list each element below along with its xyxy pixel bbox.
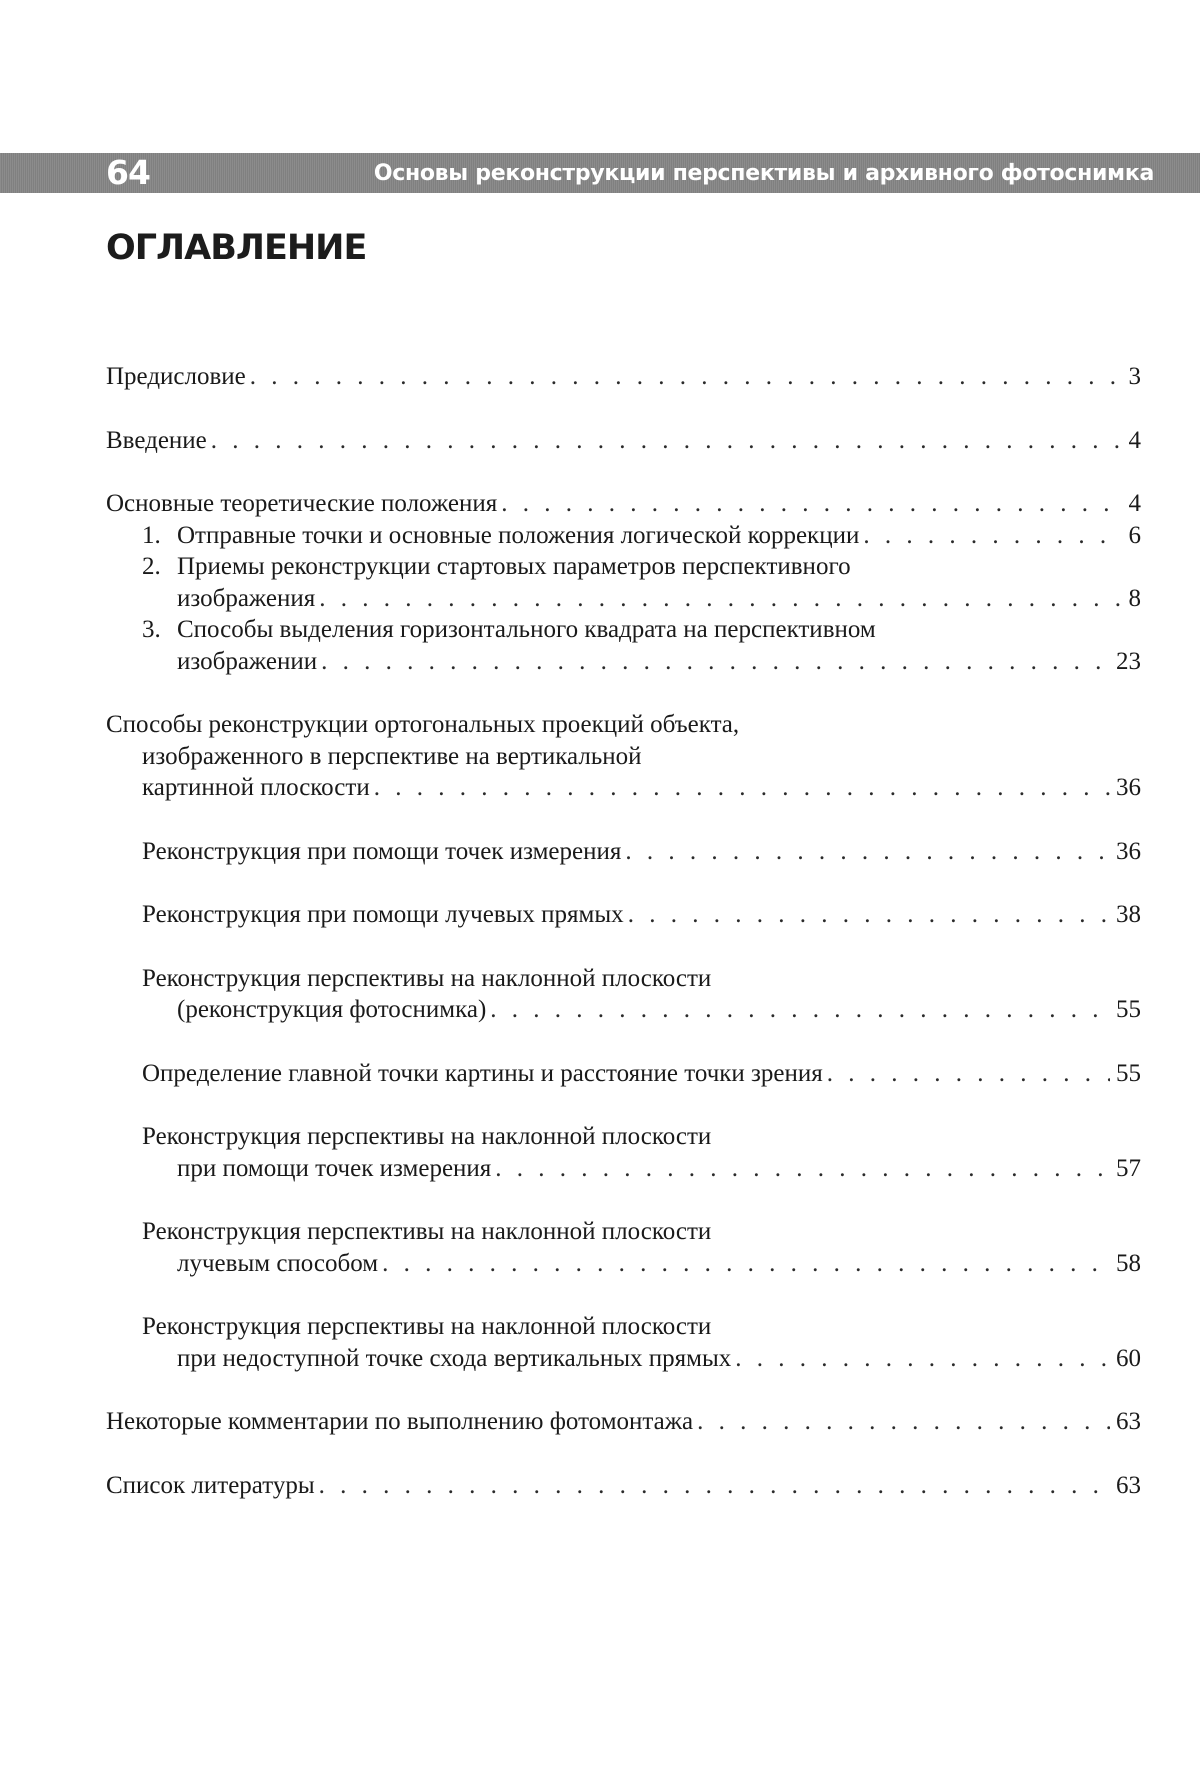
- dot-leader: [495, 1153, 1110, 1185]
- toc-entry-title-line2: при помощи точек измерения: [177, 1154, 492, 1182]
- toc-entry-title-line1: Реконструкция перспективы на наклонной плоскости: [142, 964, 712, 992]
- toc-entry-title-line1: Способы реконструкции ортогональных проекций объекта,: [106, 711, 740, 738]
- toc-entry-measure-points[interactable]: [106, 836, 1141, 868]
- toc-entry-page: 38: [1116, 901, 1141, 928]
- toc-entry-title: Некоторые комментарии по выполнению фотомонтажа: [106, 1408, 694, 1435]
- toc-entry-intro[interactable]: [106, 425, 1141, 457]
- toc-entry-basics[interactable]: [106, 488, 1141, 520]
- toc-entry-page: 6: [1128, 521, 1141, 549]
- toc-entry-title-line2: лучевым способом: [177, 1249, 379, 1277]
- dot-leader: [321, 646, 1110, 678]
- toc-entry-page: 63: [1116, 1471, 1141, 1499]
- toc-entry-title-line1: Реконструкция перспективы на наклонной плоскости: [142, 1218, 712, 1245]
- toc-entry-title-line2: изображенного в перспективе на вертикальной: [142, 742, 642, 770]
- toc-entry-title: Основные теоретические положения: [106, 490, 498, 517]
- toc-entry-number: 2.: [142, 553, 161, 580]
- toc-entry-title: Реконструкция при помощи лучевых прямых: [142, 901, 624, 928]
- toc-entry-number: 3.: [142, 616, 161, 643]
- toc-entry-page: 55: [1116, 1059, 1141, 1087]
- toc-entry-title-line1: Приемы реконструкции стартовых параметров перспективного: [177, 553, 851, 580]
- toc-entry-title-line1: Способы выделения горизонтального квадрата на перспективном: [177, 616, 876, 643]
- toc-entry-ortho[interactable]: [106, 709, 1141, 804]
- dot-leader: [319, 1470, 1110, 1502]
- toc-entry-basics-3[interactable]: [106, 614, 1141, 677]
- toc-entry-title-line2: (реконструкция фотоснимка): [177, 996, 487, 1023]
- toc-entry-title-line2: изображения: [177, 584, 316, 612]
- toc-entry-inclined-photo[interactable]: [106, 963, 1141, 1026]
- running-header: [0, 153, 1200, 193]
- dot-leader: [827, 1058, 1110, 1090]
- dot-leader: [319, 583, 1122, 615]
- dot-leader: [490, 994, 1110, 1026]
- toc-entry-inclined-inaccessible[interactable]: [106, 1311, 1141, 1374]
- toc-entry-number: 1.: [142, 521, 161, 549]
- dot-leader: [374, 772, 1110, 804]
- toc-entry-page: 58: [1116, 1249, 1141, 1277]
- toc-entry-inclined-ray[interactable]: [106, 1216, 1141, 1279]
- page-number: 64: [106, 153, 150, 192]
- dot-leader: [863, 520, 1122, 552]
- toc-entry-page: 55: [1116, 996, 1141, 1023]
- dot-leader: [211, 425, 1123, 457]
- toc-entry-title: Предисловие: [106, 363, 246, 390]
- toc-entry-bibliography[interactable]: [106, 1470, 1141, 1502]
- dot-leader: [382, 1248, 1110, 1280]
- toc-entry-title: Список литературы: [106, 1471, 315, 1499]
- toc-entry-title-line2: изображении: [177, 647, 318, 675]
- dot-leader: [250, 361, 1123, 393]
- toc-entry-page: 3: [1128, 363, 1141, 390]
- dot-leader: [501, 488, 1122, 520]
- toc-entry-page: 60: [1116, 1344, 1141, 1372]
- toc-entry-title: Введение: [106, 426, 207, 454]
- toc-entry-inclined-measure[interactable]: [106, 1121, 1141, 1184]
- toc-entry-page: 36: [1116, 774, 1141, 801]
- toc-entry-page: 8: [1128, 584, 1141, 612]
- toc-entry-page: 57: [1116, 1154, 1141, 1182]
- toc-entry-ray-lines[interactable]: [106, 899, 1141, 931]
- toc-entry-principal-point[interactable]: [106, 1058, 1141, 1090]
- toc-entry-page: 63: [1116, 1408, 1141, 1435]
- running-title: Основы реконструкции перспективы и архивного фотоснимка: [373, 161, 1154, 186]
- toc-entry-title: Отправные точки и основные положения логической коррекции: [177, 521, 860, 549]
- toc-entry-title-line1: Реконструкция перспективы на наклонной плоскости: [142, 1313, 712, 1340]
- toc-entry-title-line3: картинной плоскости: [142, 774, 370, 801]
- toc-entry-title-line2: при недоступной точке схода вертикальных прямых: [177, 1344, 732, 1372]
- toc-entry-title-line1: Реконструкция перспективы на наклонной плоскости: [142, 1123, 712, 1150]
- dot-leader: [697, 1406, 1110, 1438]
- toc-entry-page: 4: [1128, 490, 1141, 517]
- toc-entry-title: Реконструкция при помощи точек измерения: [142, 837, 622, 865]
- dot-leader: [735, 1343, 1110, 1375]
- dot-leader: [625, 836, 1110, 868]
- toc-heading: ОГЛАВЛЕНИЕ: [106, 228, 367, 268]
- toc-entry-basics-2[interactable]: [106, 551, 1141, 614]
- toc-entry-page: 4: [1128, 426, 1141, 454]
- toc-entry-photomontage[interactable]: [106, 1406, 1141, 1438]
- toc-entry-title: Определение главной точки картины и расстояние точки зрения: [142, 1059, 823, 1087]
- toc-entry-basics-1[interactable]: [106, 520, 1141, 552]
- toc-entry-preface[interactable]: [106, 361, 1141, 393]
- dot-leader: [628, 899, 1110, 931]
- toc-entry-page: 36: [1116, 837, 1141, 865]
- table-of-contents: [106, 361, 1141, 1501]
- toc-entry-page: 23: [1116, 647, 1141, 675]
